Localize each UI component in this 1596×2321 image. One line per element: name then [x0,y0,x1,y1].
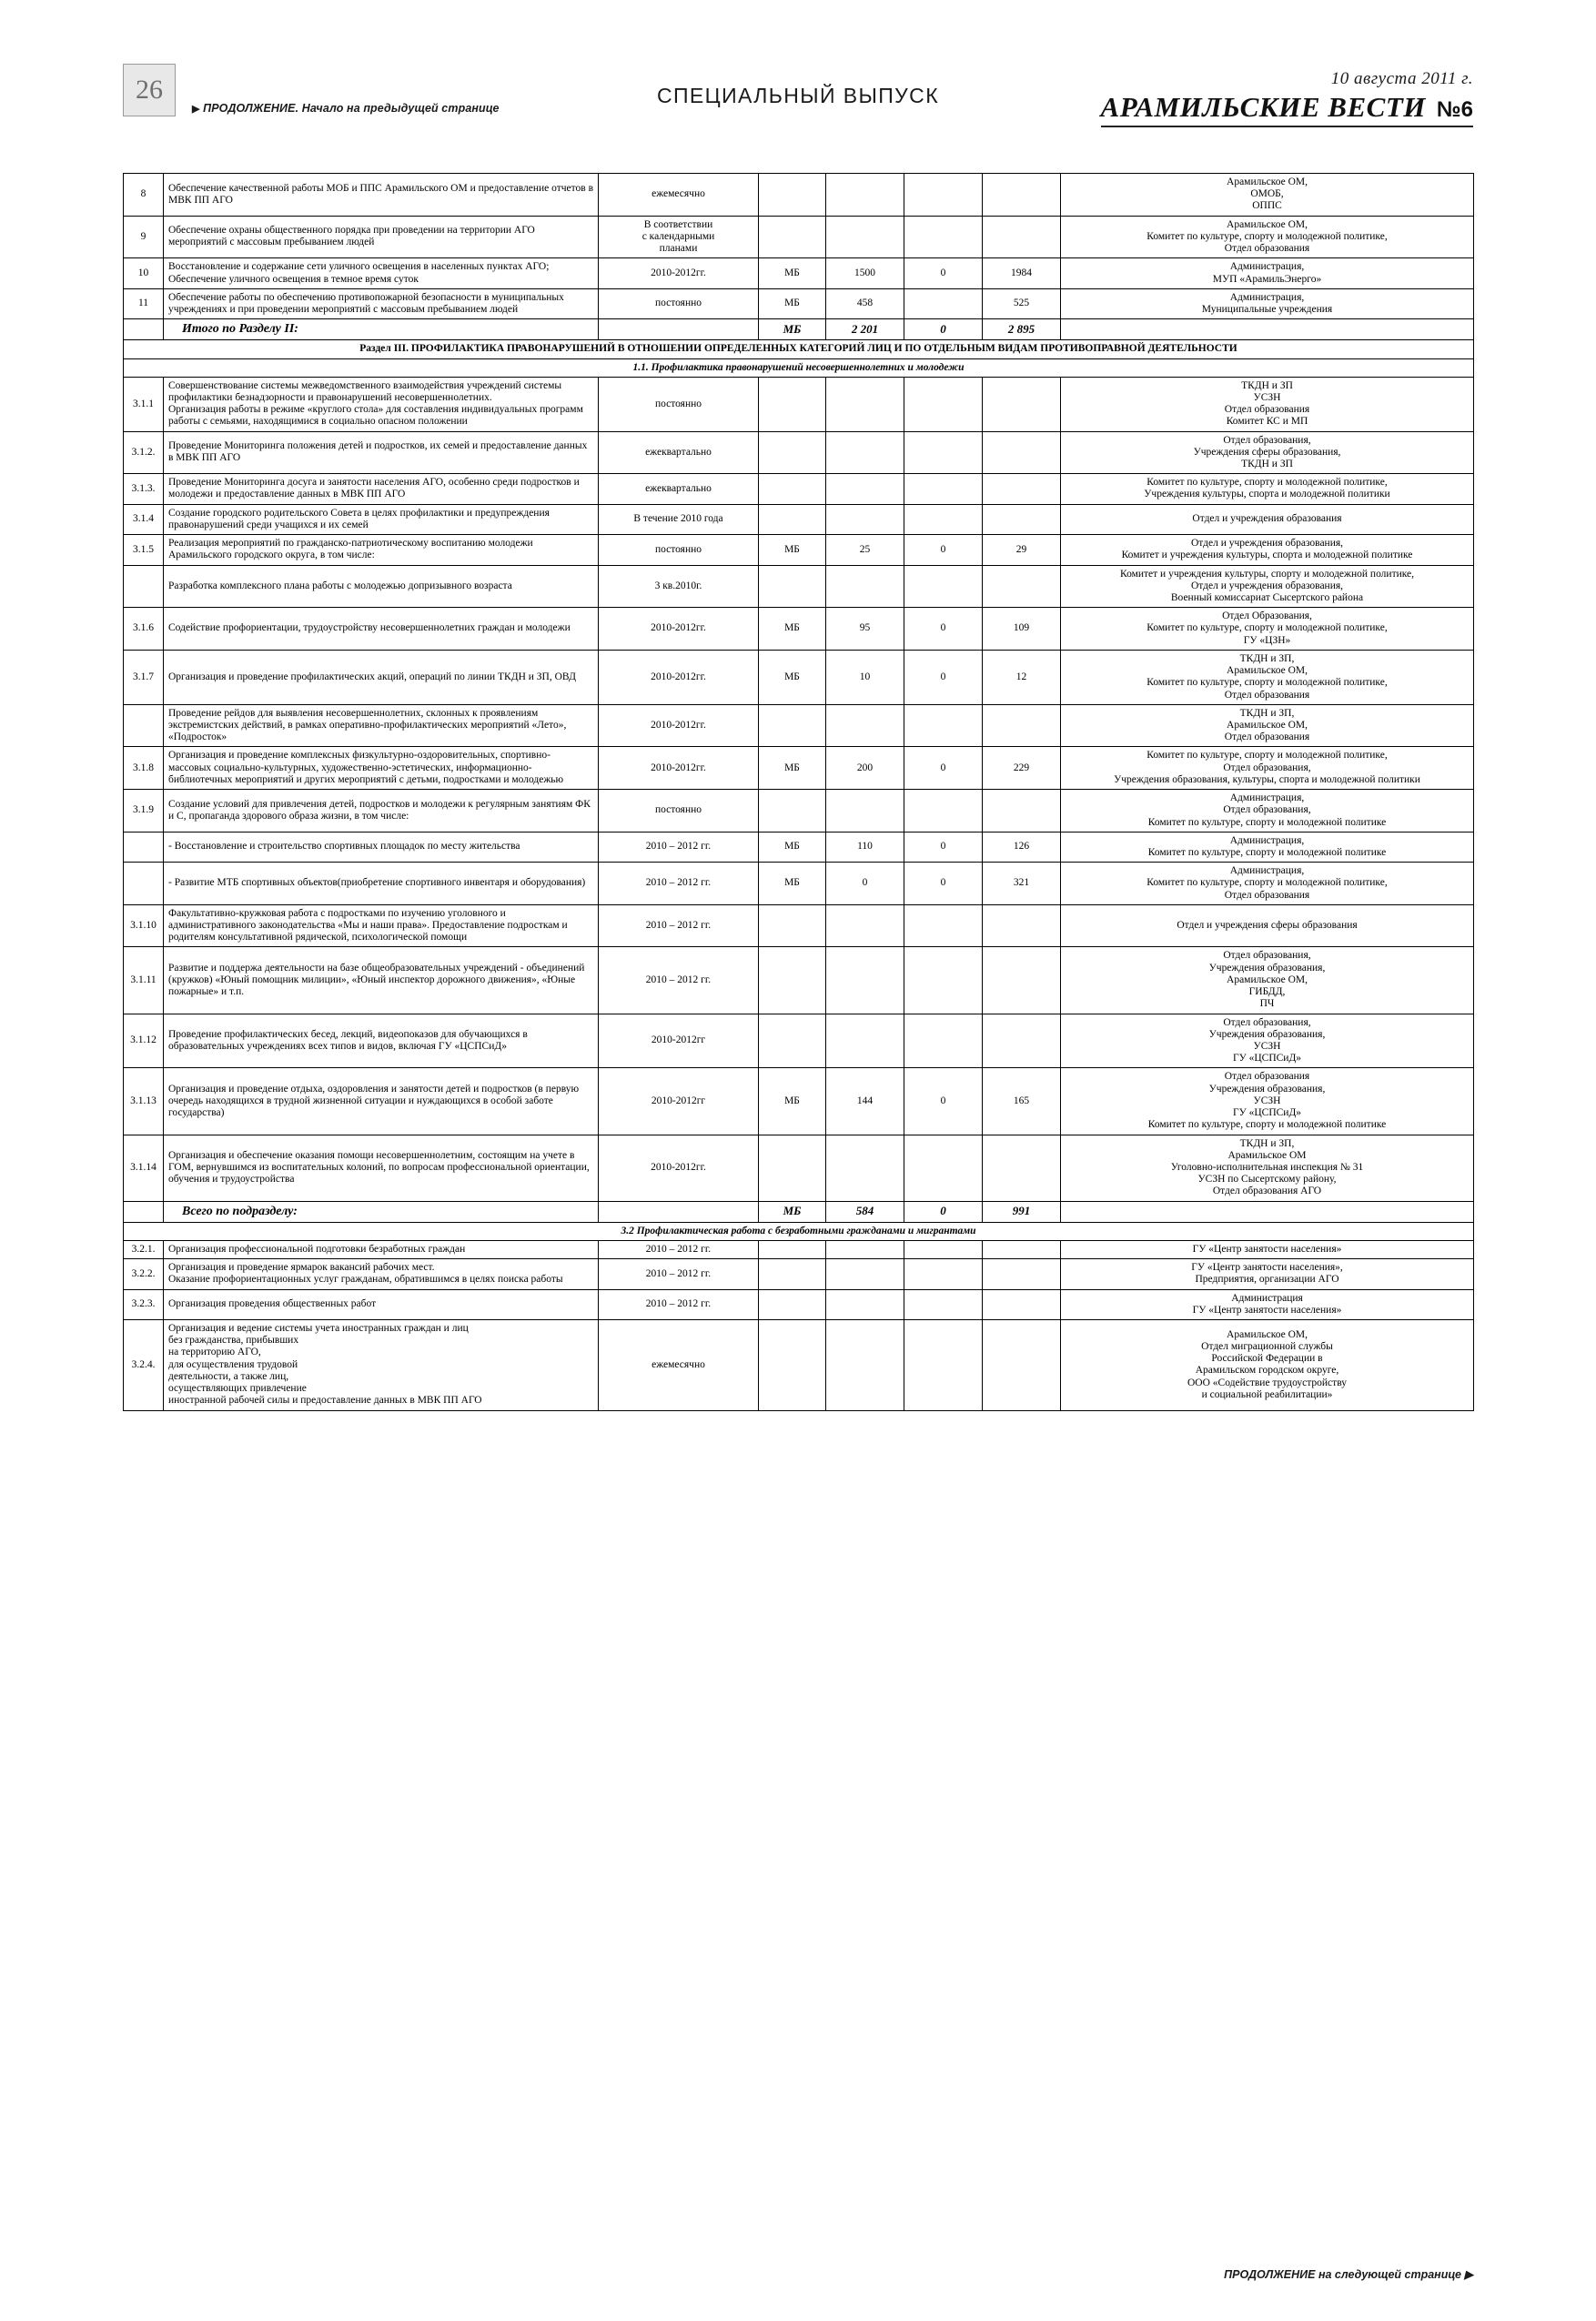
row-value-3 [983,704,1061,747]
row-value-2: 0 [904,747,983,790]
row-source: МБ [759,747,826,790]
row-value-1 [826,1014,904,1068]
row-value-1 [826,904,904,947]
table-row [124,377,1474,431]
row-number: 3.1.6 [124,608,164,651]
row-value-2 [904,174,983,217]
row-source: МБ [759,608,826,651]
row-description: Обеспечение охраны общественного порядка при проведении на территории АГО мероприятий с массовым пребыванием людей [164,216,599,258]
row-number: 3.1.8 [124,747,164,790]
row-number: 3.1.9 [124,790,164,833]
row-value-1: 0 [826,863,904,905]
row-description: Организация проведения общественных работ [164,1289,599,1319]
total-subsection-label: Всего по подразделу: [164,1201,599,1222]
row-description: Развитие и поддержа деятельности на базе общеобразовательных учреждений - объединений (кружков) «Юный помощник милиции», «Юный инспектор дорожного движения», «Юные пожарные» и т.п. [164,947,599,1014]
row-term: 2010-2012гг. [599,608,759,651]
row-number: 3.1.3. [124,474,164,504]
row-number: 3.1.10 [124,904,164,947]
row-source [759,1240,826,1258]
table-row [124,258,1474,288]
table-row [124,863,1474,905]
row-responsible: Арамильское ОМ, ОМОБ, ОППС [1061,174,1474,217]
row-value-3 [983,1135,1061,1201]
subsection-1-1-title: 1.1. Профилактика правонарушений несовершеннолетних и молодежи [124,358,1474,377]
subsection-1-1-title-row [124,358,1474,377]
row-number: 3.1.14 [124,1135,164,1201]
row-value-1: 25 [826,535,904,565]
row-value-1 [826,1135,904,1201]
page-number: 26 [123,64,176,116]
row-responsible: ТКДН и ЗП, Арамильское ОМ, Отдел образования [1061,704,1474,747]
row-value-1: 1500 [826,258,904,288]
total-subsection-source: МБ [759,1201,826,1222]
row-description: Совершенствование системы межведомственного взаимодействия учреждений системы профилактики безнадзорности и правонарушений несовершеннолетних. Организация работы в режиме «круглого стола» для составления индивидуальных программ работы с семьями, находящимися в социально опасном положении [164,377,599,431]
total-section-2 [124,319,1474,340]
row-responsible: ГУ «Центр занятости населения», Предприятия, организации АГО [1061,1259,1474,1289]
row-value-2 [904,431,983,474]
row-value-1 [826,1289,904,1319]
table-row [124,1259,1474,1289]
row-description: Организация профессиональной подготовки безработных граждан [164,1240,599,1258]
row-source: МБ [759,288,826,318]
row-value-2 [904,1240,983,1258]
table-row [124,650,1474,704]
row-responsible: Администрация, Комитет по культуре, спорту и молодежной политике [1061,832,1474,862]
row-number: 3.2.1. [124,1240,164,1258]
issue-date: 10 августа 2011 г. [1330,69,1473,88]
row-value-3 [983,790,1061,833]
row-term: постоянно [599,288,759,318]
row-responsible: Администрация, МУП «АрамильЭнерго» [1061,258,1474,288]
row-description: Организация и проведение комплексных физкультурно-оздоровительных, спортивно-массовых социально-культурных, художественно-эстетических, информационно-библиотечных мероприятий и других мероприятий с детьми, подростками и молодежью [164,747,599,790]
row-value-1 [826,790,904,833]
row-term: 2010-2012гг. [599,258,759,288]
row-value-3 [983,565,1061,608]
total-section-2-source: МБ [759,319,826,340]
row-description: Организация и ведение системы учета иностранных граждан и лиц без гражданства, прибывших на территорию АГО, для осуществления трудовой деятельности, а также лиц, осуществляющих привлечение иностранной рабочей силы и предоставление данных в МВК ПП АГО [164,1320,599,1411]
row-value-2: 0 [904,650,983,704]
row-value-2 [904,216,983,258]
row-value-1: 10 [826,650,904,704]
row-source [759,947,826,1014]
row-value-3: 109 [983,608,1061,651]
row-description: Проведение Мониторинга досуга и занятости населения АГО, особенно среди подростков и молодежи и предоставление данных в МВК ПП АГО [164,474,599,504]
row-term: 2010 – 2012 гг. [599,1240,759,1258]
row-source [759,377,826,431]
subsection-3-2-title-row [124,1222,1474,1240]
row-responsible: Отдел Образования, Комитет по культуре, спорту и молодежной политике, ГУ «ЦЗН» [1061,608,1474,651]
row-value-2 [904,947,983,1014]
row-value-2 [904,565,983,608]
row-value-3: 1984 [983,258,1061,288]
table-row [124,288,1474,318]
row-term: В соответствии с календарными планами [599,216,759,258]
row-description: Создание условий для привлечения детей, подростков и молодежи к регулярным занятиям ФК и С, пропаганда здорового образа жизни, в том числе: [164,790,599,833]
row-responsible: Отдел образования, Учреждения сферы образования, ТКДН и ЗП [1061,431,1474,474]
row-term: 2010-2012гг. [599,704,759,747]
table-row [124,947,1474,1014]
row-number [124,832,164,862]
row-value-1 [826,504,904,534]
row-value-2 [904,377,983,431]
row-responsible: ТКДН и ЗП, Арамильское ОМ, Комитет по культуре, спорту и молодежной политике, Отдел образования [1061,650,1474,704]
row-value-2: 0 [904,832,983,862]
row-value-1 [826,216,904,258]
masthead-rule [1101,126,1473,127]
row-term: 2010 – 2012 гг. [599,1289,759,1319]
row-value-1 [826,377,904,431]
row-number [124,704,164,747]
row-description: Реализация мероприятий по гражданско-патриотическому воспитанию молодежи Арамильского городского округа, в том числе: [164,535,599,565]
row-responsible: Комитет по культуре, спорту и молодежной политике, Отдел образования, Учреждения образования, культуры, спорта и молодежной политики [1061,747,1474,790]
table-row [124,431,1474,474]
row-number: 3.1.4 [124,504,164,534]
row-number: 3.1.2. [124,431,164,474]
total-subsection-responsible [1061,1201,1474,1222]
total-subsection-value-2: 0 [904,1201,983,1222]
row-number: 9 [124,216,164,258]
row-source: МБ [759,832,826,862]
row-value-3 [983,1289,1061,1319]
total-subsection-value-3: 991 [983,1201,1061,1222]
row-value-3: 165 [983,1068,1061,1135]
row-term: 2010 – 2012 гг. [599,904,759,947]
row-value-3: 126 [983,832,1061,862]
row-source [759,790,826,833]
row-number [124,863,164,905]
row-term: В течение 2010 года [599,504,759,534]
table-row [124,747,1474,790]
row-term: 2010-2012гг [599,1068,759,1135]
subsection-3-2-title: 3.2 Профилактическая работа с безработными гражданами и мигрантами [124,1222,1474,1240]
issue-number: №6 [1436,97,1473,122]
row-value-3 [983,947,1061,1014]
row-value-1 [826,704,904,747]
row-source: МБ [759,535,826,565]
row-responsible: Отдел образования, Учреждения образования, Арамильское ОМ, ГИБДД, ПЧ [1061,947,1474,1014]
row-responsible: ГУ «Центр занятости населения» [1061,1240,1474,1258]
row-value-3 [983,431,1061,474]
row-value-2 [904,504,983,534]
row-source: МБ [759,258,826,288]
row-value-3 [983,1320,1061,1411]
row-description: Факультативно-кружковая работа с подростками по изучению уголовного и административного законодательства «Мы и наши права». Предоставление подросткам и родителям консультативной рядической, психологической помощи [164,904,599,947]
row-number: 3.1.5 [124,535,164,565]
row-responsible: ТКДН и ЗП УСЗН Отдел образования Комитет КС и МП [1061,377,1474,431]
row-value-3 [983,216,1061,258]
row-term: ежемесячно [599,174,759,217]
row-description: Организация и проведение профилактических акций, операций по линии ТКДН и ЗП, ОВД [164,650,599,704]
table-row [124,535,1474,565]
row-value-2 [904,904,983,947]
special-issue-title: СПЕЦИАЛЬНЫЙ ВЫПУСК [656,84,939,107]
row-responsible: Администрация, Комитет по культуре, спорту и молодежной политике, Отдел образования [1061,863,1474,905]
row-description: Организация и обеспечение оказания помощи несовершеннолетним, состоящим на учете в ГОМ, вернувшимся из воспитательных колоний, по вопросам профессиональной ориентации, обучения и трудоустройства [164,1135,599,1201]
total-subsection-term [599,1201,759,1222]
row-source [759,565,826,608]
table-row [124,790,1474,833]
row-description: Содействие профориентации, трудоустройству несовершеннолетних граждан и молодежи [164,608,599,651]
row-source [759,1259,826,1289]
row-term: ежеквартально [599,474,759,504]
row-value-2 [904,1320,983,1411]
row-term: 2010 – 2012 гг. [599,832,759,862]
row-number: 11 [124,288,164,318]
row-value-2 [904,1135,983,1201]
row-source [759,1320,826,1411]
row-term: 2010-2012гг [599,1014,759,1068]
program-table [123,173,1474,1411]
row-description: - Восстановление и строительство спортивных площадок по месту жительства [164,832,599,862]
row-number: 3.2.4. [124,1320,164,1411]
row-value-2: 0 [904,258,983,288]
row-value-3 [983,504,1061,534]
total-section-2-term [599,319,759,340]
row-value-3 [983,904,1061,947]
row-value-1: 110 [826,832,904,862]
row-responsible: Отдел и учреждения сферы образования [1061,904,1474,947]
row-term: 2010-2012гг. [599,747,759,790]
row-value-3: 229 [983,747,1061,790]
table-row [124,1068,1474,1135]
row-source [759,1135,826,1201]
total-subsection-value-1: 584 [826,1201,904,1222]
table-row [124,1320,1474,1411]
row-value-3 [983,377,1061,431]
row-value-1 [826,1259,904,1289]
row-description: Обеспечение качественной работы МОБ и ППС Арамильского ОМ и предоставление отчетов в МВК ПП АГО [164,174,599,217]
row-value-2: 0 [904,863,983,905]
row-value-1: 458 [826,288,904,318]
row-description: Проведение Мониторинга положения детей и подростков, их семей и предоставление данных в МВК ПП АГО [164,431,599,474]
page-header [123,64,1473,164]
row-value-1 [826,431,904,474]
table-row [124,904,1474,947]
section-3-title-row [124,340,1474,358]
row-responsible: Администрация, Отдел образования, Комитет по культуре, спорту и молодежной политике [1061,790,1474,833]
row-value-1 [826,947,904,1014]
row-term: постоянно [599,535,759,565]
row-term: 2010 – 2012 гг. [599,863,759,905]
row-value-3 [983,474,1061,504]
row-responsible: Комитет и учреждения культуры, спорту и молодежной политике, Отдел и учреждения образования, Военный комиссариат Сысертского района [1061,565,1474,608]
row-number [124,565,164,608]
total-subsection [124,1201,1474,1222]
row-number: 3.1.7 [124,650,164,704]
row-value-1: 200 [826,747,904,790]
row-value-2 [904,790,983,833]
row-source [759,1289,826,1319]
total-section-2-label: Итого по Разделу II: [164,319,599,340]
row-description: Разработка комплексного плана работы с молодежью допризывного возраста [164,565,599,608]
row-description: Создание городского родительского Совета в целях профилактики и предупреждения правонарушений среди учащихся и их семей [164,504,599,534]
row-value-3: 321 [983,863,1061,905]
row-value-2 [904,704,983,747]
row-number: 3.1.12 [124,1014,164,1068]
row-source [759,216,826,258]
row-description: Организация и проведение ярмарок вакансий рабочих мест. Оказание профориентационных услуг гражданам, обратившимся в целях поиска работы [164,1259,599,1289]
total-subsection-num [124,1201,164,1222]
row-value-2 [904,1289,983,1319]
row-number: 3.2.2. [124,1259,164,1289]
row-value-1 [826,1320,904,1411]
row-source [759,504,826,534]
row-value-3 [983,1240,1061,1258]
section-3-title: Раздел III. ПРОФИЛАКТИКА ПРАВОНАРУШЕНИЙ В ОТНОШЕНИИ ОПРЕДЕЛЕННЫХ КАТЕГОРИЙ ЛИЦ И ПО ОТДЕЛЬНЫМ ВИДАМ ПРОТИВОПРАВНОЙ ДЕЯТЕЛЬНОСТИ [124,340,1474,358]
row-term: 3 кв.2010г. [599,565,759,608]
row-value-3: 29 [983,535,1061,565]
row-description: Восстановление и содержание сети уличного освещения в населенных пунктах АГО; Обеспечение уличного освещения в темное время суток [164,258,599,288]
row-source: МБ [759,1068,826,1135]
row-responsible: Администрация ГУ «Центр занятости населения» [1061,1289,1474,1319]
table-body [124,174,1474,1411]
row-term: 2010 – 2012 гг. [599,947,759,1014]
row-value-2: 0 [904,535,983,565]
continuation-note-label: ПРОДОЛЖЕНИЕ. Начало на предыдущей странице [203,102,500,115]
row-source [759,174,826,217]
row-responsible: ТКДН и ЗП, Арамильское ОМ Уголовно-исполнительная инспекция № 31 УСЗН по Сысертскому району, Отдел образования АГО [1061,1135,1474,1201]
row-source [759,1014,826,1068]
row-responsible: Отдел образования, Учреждения образования, УСЗН ГУ «ЦСПСиД» [1061,1014,1474,1068]
row-value-2 [904,1014,983,1068]
row-source [759,904,826,947]
table-row [124,1014,1474,1068]
row-description: Проведение рейдов для выявления несовершеннолетних, склонных к проявлениям экстремистских действий, в рамках оперативно-профилактических мероприятий «Лето», «Подросток» [164,704,599,747]
table-row [124,704,1474,747]
total-section-2-value-3: 2 895 [983,319,1061,340]
table-row [124,1289,1474,1319]
footer-continuation: ПРОДОЛЖЕНИЕ на следующей странице ▶ [1224,2268,1473,2281]
row-value-2: 0 [904,1068,983,1135]
row-value-1 [826,565,904,608]
row-responsible: Администрация, Муниципальные учреждения [1061,288,1474,318]
row-description: Организация и проведение отдыха, оздоровления и занятости детей и подростков (в первую очередь находящихся в трудной жизненной ситуации и нуждающихся в особой заботе государства) [164,1068,599,1135]
table-row [124,1135,1474,1201]
masthead [1101,69,1473,127]
row-value-3 [983,1259,1061,1289]
row-responsible: Комитет по культуре, спорту и молодежной политике, Учреждения культуры, спорта и молодежной политики [1061,474,1474,504]
table-row [124,832,1474,862]
row-term: 2010-2012гг. [599,650,759,704]
total-section-2-responsible [1061,319,1474,340]
row-description: Обеспечение работы по обеспечению противопожарной безопасности в муниципальных учреждениях и при проведении мероприятий с массовым пребыванием людей [164,288,599,318]
row-value-1 [826,474,904,504]
row-value-2 [904,474,983,504]
table-row [124,474,1474,504]
row-source [759,474,826,504]
row-source [759,704,826,747]
row-description: - Развитие МТБ спортивных объектов(приобретение спортивного инвентаря и оборудования) [164,863,599,905]
row-term: ежемесячно [599,1320,759,1411]
row-value-3: 12 [983,650,1061,704]
row-number: 10 [124,258,164,288]
row-responsible: Отдел образования Учреждения образования, УСЗН ГУ «ЦСПСиД» Комитет по культуре, спорту и молодежной политике [1061,1068,1474,1135]
table-row [124,608,1474,651]
paper-title: АРАМИЛЬСКИЕ ВЕСТИ [1100,91,1426,123]
row-number: 3.1.13 [124,1068,164,1135]
row-number: 8 [124,174,164,217]
table-row [124,565,1474,608]
row-number: 3.2.3. [124,1289,164,1319]
table-row [124,1240,1474,1258]
row-number: 3.1.11 [124,947,164,1014]
row-value-3 [983,1014,1061,1068]
row-responsible: Арамильское ОМ, Комитет по культуре, спорту и молодежной политике, Отдел образования [1061,216,1474,258]
row-term: 2010 – 2012 гг. [599,1259,759,1289]
total-section-2-value-1: 2 201 [826,319,904,340]
row-value-2 [904,288,983,318]
table-row [124,504,1474,534]
row-responsible: Отдел и учреждения образования, Комитет и учреждения культуры, спорта и молодежной политике [1061,535,1474,565]
table-row [124,174,1474,217]
newspaper-page [0,64,1596,2321]
table-row [124,216,1474,258]
row-term: 2010-2012гг. [599,1135,759,1201]
row-description: Проведение профилактических бесед, лекций, видеопоказов для обучающихся в образовательных учреждениях всех типов и видов, включая ГУ «ЦСПСиД» [164,1014,599,1068]
row-value-2: 0 [904,608,983,651]
row-responsible: Арамильское ОМ, Отдел миграционной службы Российской Федерации в Арамильском городском округе, ООО «Содействие трудоустройству и социальной реабилитации» [1061,1320,1474,1411]
row-responsible: Отдел и учреждения образования [1061,504,1474,534]
row-value-2 [904,1259,983,1289]
row-source: МБ [759,863,826,905]
row-source: МБ [759,650,826,704]
triangle-right-icon: ▶ [192,104,200,115]
row-value-3 [983,174,1061,217]
total-section-2-value-2: 0 [904,319,983,340]
row-term: постоянно [599,377,759,431]
total-section-2-num [124,319,164,340]
row-value-1: 95 [826,608,904,651]
row-value-3: 525 [983,288,1061,318]
row-value-1 [826,1240,904,1258]
row-term: ежеквартально [599,431,759,474]
row-source [759,431,826,474]
row-value-1 [826,174,904,217]
row-term: постоянно [599,790,759,833]
row-value-1: 144 [826,1068,904,1135]
row-number: 3.1.1 [124,377,164,431]
